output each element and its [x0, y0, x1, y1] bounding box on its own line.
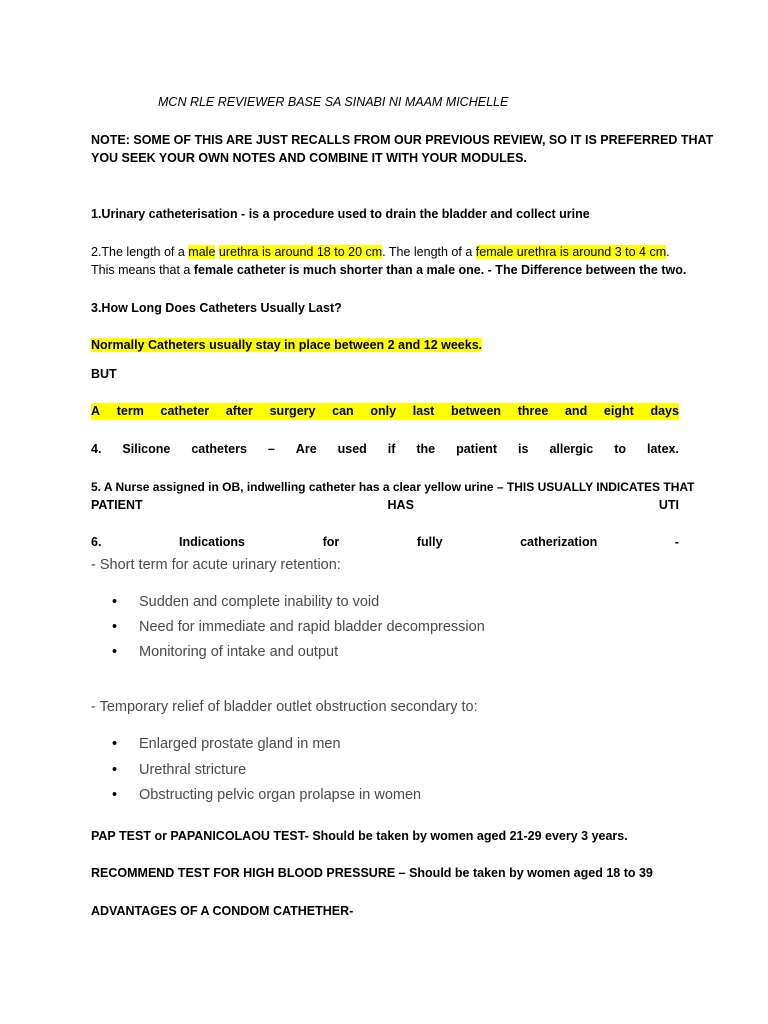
bullet-icon: • [112, 619, 118, 635]
list-item [112, 786, 421, 805]
word: 6. [91, 535, 102, 549]
word: Silicone [122, 442, 171, 456]
word: and [564, 404, 588, 418]
word: eight [603, 404, 634, 418]
item-3-but: BUT [91, 367, 117, 381]
word: Are [295, 442, 317, 456]
list-item [112, 618, 485, 637]
list-item [112, 643, 338, 662]
list-item-text: Monitoring of intake and output [139, 644, 339, 660]
bullet-icon: • [112, 644, 118, 660]
word: catherization [520, 535, 598, 549]
word: three [517, 404, 549, 418]
word: allergic [549, 442, 594, 456]
item-3-question: 3.How Long Does Catheters Usually Last? [91, 301, 342, 315]
note-line-1: NOTE: SOME OF THIS ARE JUST RECALLS FROM OUR PREVIOUS REVIEW, SO IT IS PREFERRED THAT [91, 133, 714, 147]
word: – [267, 442, 275, 456]
section-1-heading: - Short term for acute urinary retention: [91, 557, 341, 573]
bullet-icon: • [112, 736, 118, 752]
bullet-icon: • [112, 762, 118, 778]
bullet-icon: • [112, 787, 118, 803]
item-2-line-1 [91, 244, 679, 261]
item-5-line-2 [91, 497, 679, 514]
word: surgery [269, 404, 316, 418]
word: patient [456, 442, 498, 456]
item-2-highlight-female-length: female urethra is around 3 to 4 cm [475, 245, 667, 259]
word: the [416, 442, 436, 456]
word: A [91, 404, 101, 418]
word: to [614, 442, 627, 456]
list-item [112, 735, 341, 754]
word: - [674, 535, 679, 549]
item-5-line-1: 5. A Nurse assigned in OB, indwelling catheter has a clear yellow urine – THIS USUALLY INDICATES THAT [91, 480, 695, 494]
word: PATIENT [91, 498, 143, 512]
word: Indications [179, 535, 245, 549]
item-4 [91, 441, 679, 458]
item-2-text-a: 2.The length of a [91, 245, 189, 259]
word: only [370, 404, 397, 418]
word: HAS [387, 498, 414, 512]
bullet-icon: • [112, 594, 118, 610]
word: term [116, 404, 144, 418]
list-item-text: Sudden and complete inability to void [139, 594, 380, 610]
list-item-text: Need for immediate and rapid bladder decompression [139, 619, 485, 635]
item-6 [91, 534, 679, 551]
word: latex. [646, 442, 679, 456]
word: catheters [191, 442, 247, 456]
item-3-after-surgery [91, 403, 679, 420]
item-2-text-i: female catheter is much shorter than a male one. - The Difference between the two. [193, 263, 687, 277]
word: is [518, 442, 529, 456]
word: last [412, 404, 435, 418]
word: 4. [91, 442, 102, 456]
word: fully [416, 535, 443, 549]
list-item-text: Enlarged prostate gland in men [139, 736, 341, 752]
item-2-highlight-male-length: urethra is around 18 to 20 cm [218, 245, 383, 259]
item-2-text-h: This means that a [91, 263, 194, 277]
item-1: 1.Urinary catheterisation - is a procedure used to drain the bladder and collect urine [91, 207, 590, 221]
item-2-text-e: . The length of a [382, 245, 476, 259]
word: catheter [160, 404, 210, 418]
note-line-2: YOU SEEK YOUR OWN NOTES AND COMBINE IT WITH YOUR MODULES. [91, 151, 527, 165]
blood-pressure-test: RECOMMEND TEST FOR HIGH BLOOD PRESSURE – Should be taken by women aged 18 to 39 [91, 866, 653, 880]
word: after [225, 404, 253, 418]
item-2-text-g: . [666, 245, 670, 259]
item-2-highlight-male: male [188, 245, 216, 259]
word: can [332, 404, 354, 418]
list-item [112, 593, 379, 612]
item-3-answer-line [91, 337, 679, 354]
word: UTI [658, 498, 679, 512]
pap-test: PAP TEST or PAPANICOLAOU TEST- Should be taken by women aged 21-29 every 3 years. [91, 829, 628, 843]
list-item-text: Urethral stricture [139, 762, 247, 778]
item-3-answer: Normally Catheters usually stay in place between 2 and 12 weeks. [91, 338, 483, 352]
document-title: MCN RLE REVIEWER BASE SA SINABI NI MAAM MICHELLE [158, 95, 509, 109]
list-item-text: Obstructing pelvic organ prolapse in women [139, 787, 422, 803]
item-2-line-2 [91, 262, 687, 279]
condom-catheter-heading: ADVANTAGES OF A CONDOM CATHETHER- [91, 904, 354, 918]
word: used [337, 442, 367, 456]
word: between [451, 404, 502, 418]
word: if [387, 442, 396, 456]
word: days [650, 404, 679, 418]
section-2-heading: - Temporary relief of bladder outlet obstruction secondary to: [91, 699, 478, 715]
list-item [112, 761, 246, 780]
word: for [322, 535, 340, 549]
